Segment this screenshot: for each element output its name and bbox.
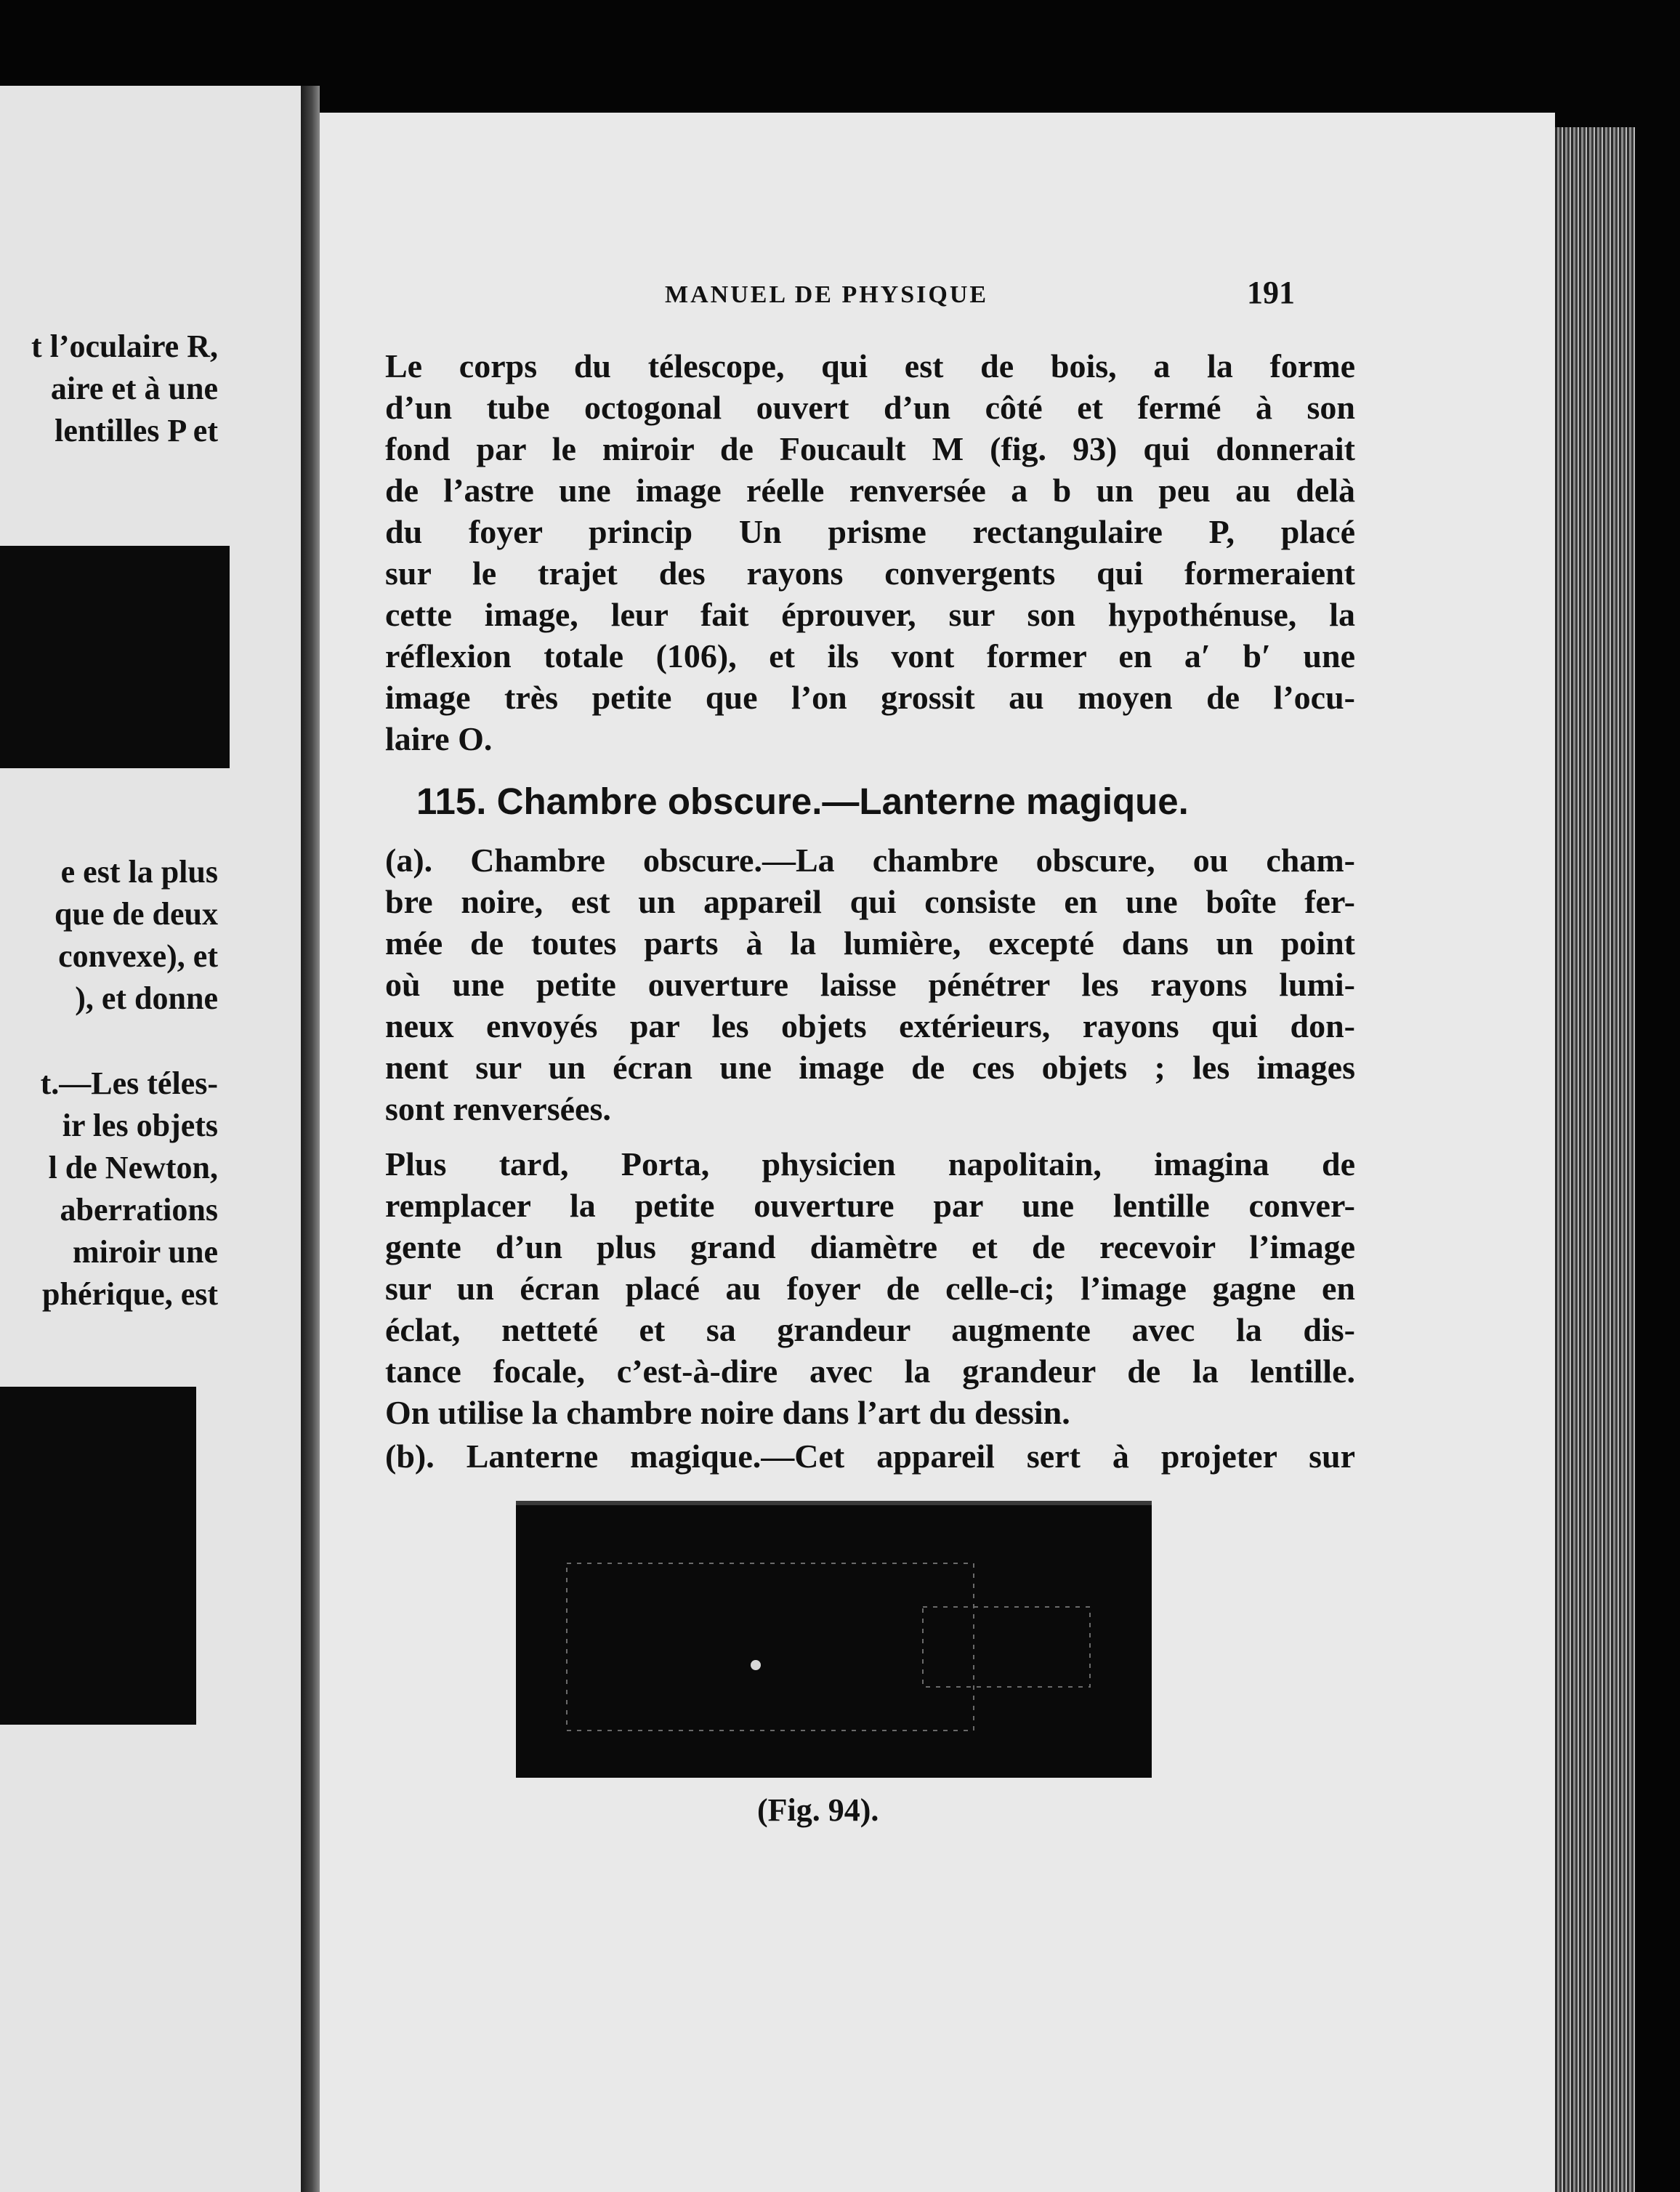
text-line: mée de toutes parts à la lumière, excepté dans un point [385,924,1355,962]
section-heading: 115. Chambre obscure.—Lanterne magique. [416,781,1189,822]
page-edges [1555,127,1635,2192]
left-page-line: aberrations [60,1192,218,1228]
figure-caption: (Fig. 94). [757,1792,879,1828]
paragraph-porta [385,1143,1355,1433]
figure-94-image [516,1501,1152,1778]
left-page-line: ir les objets [62,1108,218,1143]
left-page-fragment [0,86,307,2192]
left-page-line: e est la plus [60,854,218,890]
text-line: bre noire, est un appareil qui consiste en une boîte fer- [385,883,1355,920]
left-figure-image [0,546,230,768]
text-line: tance focale, c’est-à-dire avec la grandeur de la lentille. [385,1353,1355,1390]
page-number: 191 [1247,275,1295,310]
running-header: MANUEL DE PHYSIQUE [665,281,989,308]
text-line: éclat, netteté et sa grandeur augmente avec la dis- [385,1311,1355,1348]
left-page-line: phérique, est [42,1276,218,1312]
left-page-line: ), et donne [75,980,218,1016]
text-line: cette image, leur fait éprouver, sur son hypothénuse, la [385,596,1355,633]
text-line: sur un écran placé au foyer de celle-ci; l’image gagne en [385,1270,1355,1307]
left-page-line: t.—Les téles- [40,1065,218,1101]
main-page [320,113,1555,2192]
left-figure-image-lower [0,1387,196,1725]
text-line: d’un tube octogonal ouvert d’un côté et fermé à son [385,389,1355,426]
text-line: On utilise la chambre noire dans l’art du dessin. [385,1394,1070,1431]
left-page-line: l de Newton, [48,1150,218,1185]
text-line: sont renversées. [385,1090,611,1127]
left-page-line: que de deux [54,896,218,932]
text-line: laire O. [385,720,493,757]
text-line: sur le trajet des rayons convergents qui formeraient [385,555,1355,592]
text-line: nent sur un écran une image de ces objets ; les images [385,1049,1355,1086]
left-page-line: t l’oculaire R, [31,329,218,364]
text-line: Plus tard, Porta, physicien napolitain, imagina de [385,1145,1355,1182]
paragraph-lanterne [385,1435,1355,1477]
left-page-line: convexe), et [58,938,218,974]
text-line: image très petite que l’on grossit au moyen de l’ocu- [385,679,1355,716]
text-line: (a). Chambre obscure.—La chambre obscure, ou cham- [385,842,1355,879]
lantern-diagram [516,1505,1152,1778]
text-line: remplacer la petite ouverture par une lentille conver- [385,1187,1355,1224]
text-line: de l’astre une image réelle renversée a b un peu au delà [385,472,1355,509]
paragraph-chambre-obscure [385,839,1355,1129]
text-line: gente d’un plus grand diamètre et de recevoir l’image [385,1228,1355,1265]
text-line: (b). Lanterne magique.—Cet appareil sert à projeter sur [385,1438,1355,1475]
left-page-line: aire et à une [50,371,218,406]
text-line: Le corps du télescope, qui est de bois, a la forme [385,347,1355,384]
paragraph-telescope [385,345,1355,759]
text-line: neux envoyés par les objets extérieurs, rayons qui don- [385,1007,1355,1044]
left-page-line: miroir une [72,1234,218,1270]
text-line: où une petite ouverture laisse pénétrer les rayons lumi- [385,966,1355,1003]
text-line: réflexion totale (106), et ils vont former en a′ b′ une [385,637,1355,674]
book-gutter [301,86,320,2192]
text-line: fond par le miroir de Foucault M (fig. 93) qui donnerait [385,430,1355,467]
text-line: du foyer princip Un prisme rectangulaire P, placé [385,513,1355,550]
left-page-line: lentilles P et [54,413,218,448]
